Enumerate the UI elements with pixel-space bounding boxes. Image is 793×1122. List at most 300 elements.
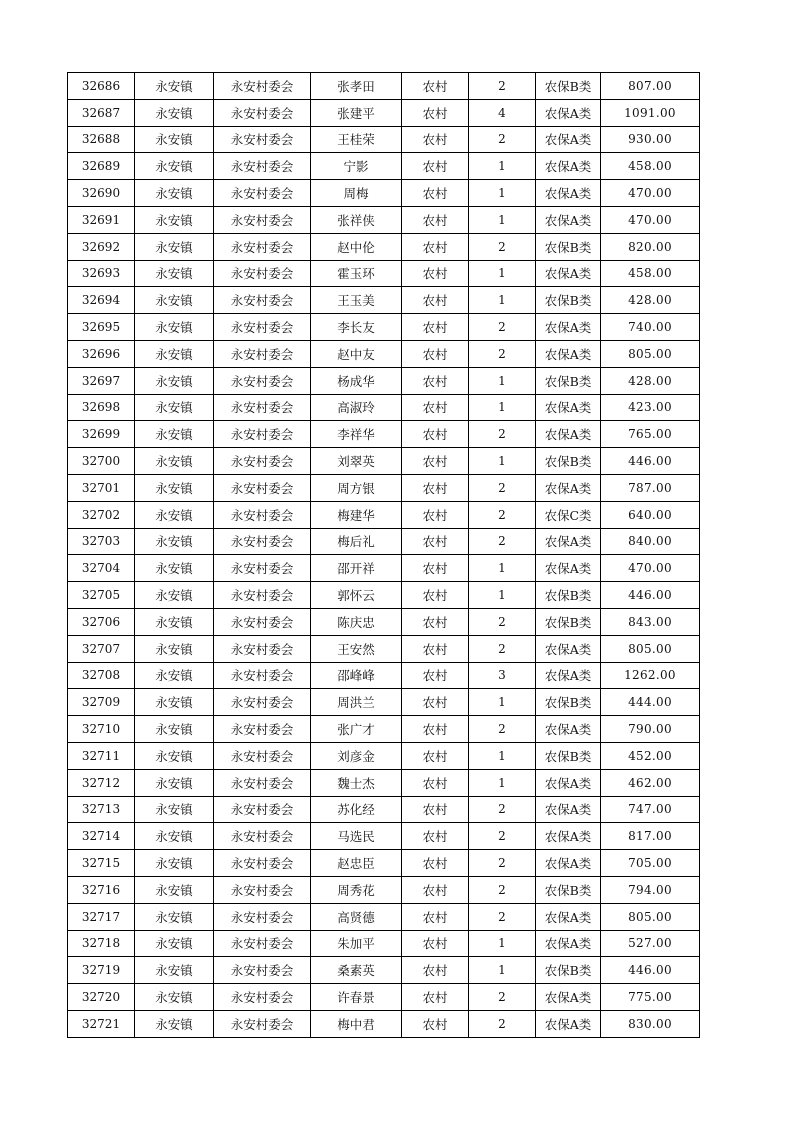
name-cell: 赵忠臣 xyxy=(311,850,402,877)
area-type-cell: 农村 xyxy=(402,153,469,180)
village-committee-cell: 永安村委会 xyxy=(214,260,311,287)
name-cell: 高贤德 xyxy=(311,903,402,930)
serial-number-cell: 32693 xyxy=(68,260,135,287)
serial-number-cell: 32697 xyxy=(68,367,135,394)
town-cell: 永安镇 xyxy=(135,582,214,609)
table-row xyxy=(68,796,700,823)
household-size-cell: 1 xyxy=(469,260,536,287)
table-row xyxy=(68,528,700,555)
serial-number-cell: 32695 xyxy=(68,314,135,341)
town-cell: 永安镇 xyxy=(135,850,214,877)
area-type-cell: 农村 xyxy=(402,260,469,287)
area-type-cell: 农村 xyxy=(402,662,469,689)
area-type-cell: 农村 xyxy=(402,582,469,609)
name-cell: 刘彦金 xyxy=(311,742,402,769)
insurance-category-cell: 农保B类 xyxy=(536,73,601,100)
area-type-cell: 农村 xyxy=(402,742,469,769)
village-committee-cell: 永安村委会 xyxy=(214,73,311,100)
name-cell: 赵中友 xyxy=(311,340,402,367)
serial-number-cell: 32702 xyxy=(68,501,135,528)
name-cell: 梅中君 xyxy=(311,1010,402,1037)
amount-cell: 458.00 xyxy=(601,260,700,287)
town-cell: 永安镇 xyxy=(135,984,214,1011)
village-committee-cell: 永安村委会 xyxy=(214,180,311,207)
serial-number-cell: 32712 xyxy=(68,769,135,796)
serial-number-cell: 32689 xyxy=(68,153,135,180)
town-cell: 永安镇 xyxy=(135,635,214,662)
name-cell: 宁影 xyxy=(311,153,402,180)
serial-number-cell: 32718 xyxy=(68,930,135,957)
insurance-category-cell: 农保B类 xyxy=(536,287,601,314)
amount-cell: 470.00 xyxy=(601,180,700,207)
village-committee-cell: 永安村委会 xyxy=(214,474,311,501)
town-cell: 永安镇 xyxy=(135,421,214,448)
village-committee-cell: 永安村委会 xyxy=(214,126,311,153)
town-cell: 永安镇 xyxy=(135,501,214,528)
village-committee-cell: 永安村委会 xyxy=(214,742,311,769)
amount-cell: 428.00 xyxy=(601,287,700,314)
area-type-cell: 农村 xyxy=(402,314,469,341)
household-size-cell: 2 xyxy=(469,73,536,100)
area-type-cell: 农村 xyxy=(402,555,469,582)
area-type-cell: 农村 xyxy=(402,957,469,984)
name-cell: 周洪兰 xyxy=(311,689,402,716)
household-size-cell: 4 xyxy=(469,99,536,126)
table-row xyxy=(68,555,700,582)
insurance-category-cell: 农保A类 xyxy=(536,662,601,689)
serial-number-cell: 32687 xyxy=(68,99,135,126)
table-row xyxy=(68,582,700,609)
amount-cell: 705.00 xyxy=(601,850,700,877)
serial-number-cell: 32691 xyxy=(68,206,135,233)
area-type-cell: 农村 xyxy=(402,903,469,930)
area-type-cell: 农村 xyxy=(402,635,469,662)
household-size-cell: 2 xyxy=(469,421,536,448)
insurance-category-cell: 农保A类 xyxy=(536,635,601,662)
insurance-category-cell: 农保A类 xyxy=(536,340,601,367)
area-type-cell: 农村 xyxy=(402,528,469,555)
table-row xyxy=(68,314,700,341)
village-committee-cell: 永安村委会 xyxy=(214,555,311,582)
serial-number-cell: 32700 xyxy=(68,448,135,475)
serial-number-cell: 32703 xyxy=(68,528,135,555)
amount-cell: 817.00 xyxy=(601,823,700,850)
household-size-cell: 1 xyxy=(469,180,536,207)
village-committee-cell: 永安村委会 xyxy=(214,903,311,930)
insurance-category-cell: 农保A类 xyxy=(536,823,601,850)
town-cell: 永安镇 xyxy=(135,957,214,984)
household-size-cell: 2 xyxy=(469,233,536,260)
household-size-cell: 2 xyxy=(469,903,536,930)
town-cell: 永安镇 xyxy=(135,662,214,689)
household-size-cell: 1 xyxy=(469,153,536,180)
serial-number-cell: 32686 xyxy=(68,73,135,100)
serial-number-cell: 32705 xyxy=(68,582,135,609)
name-cell: 魏士杰 xyxy=(311,769,402,796)
town-cell: 永安镇 xyxy=(135,367,214,394)
name-cell: 张祥侠 xyxy=(311,206,402,233)
insurance-category-cell: 农保A类 xyxy=(536,99,601,126)
household-size-cell: 1 xyxy=(469,206,536,233)
village-committee-cell: 永安村委会 xyxy=(214,635,311,662)
name-cell: 周秀花 xyxy=(311,876,402,903)
village-committee-cell: 永安村委会 xyxy=(214,984,311,1011)
area-type-cell: 农村 xyxy=(402,394,469,421)
household-size-cell: 2 xyxy=(469,716,536,743)
area-type-cell: 农村 xyxy=(402,180,469,207)
name-cell: 张建平 xyxy=(311,99,402,126)
name-cell: 王安然 xyxy=(311,635,402,662)
amount-cell: 1262.00 xyxy=(601,662,700,689)
amount-cell: 805.00 xyxy=(601,903,700,930)
insurance-category-cell: 农保B类 xyxy=(536,367,601,394)
serial-number-cell: 32720 xyxy=(68,984,135,1011)
village-committee-cell: 永安村委会 xyxy=(214,340,311,367)
town-cell: 永安镇 xyxy=(135,206,214,233)
table-row xyxy=(68,260,700,287)
insurance-category-cell: 农保A类 xyxy=(536,421,601,448)
amount-cell: 423.00 xyxy=(601,394,700,421)
table-row xyxy=(68,421,700,448)
town-cell: 永安镇 xyxy=(135,126,214,153)
insurance-category-cell: 农保A类 xyxy=(536,850,601,877)
serial-number-cell: 32696 xyxy=(68,340,135,367)
table-row xyxy=(68,126,700,153)
name-cell: 邵峰峰 xyxy=(311,662,402,689)
insurance-category-cell: 农保A类 xyxy=(536,903,601,930)
village-committee-cell: 永安村委会 xyxy=(214,689,311,716)
household-size-cell: 2 xyxy=(469,796,536,823)
name-cell: 张广才 xyxy=(311,716,402,743)
serial-number-cell: 32706 xyxy=(68,608,135,635)
household-size-cell: 2 xyxy=(469,126,536,153)
area-type-cell: 农村 xyxy=(402,367,469,394)
name-cell: 朱加平 xyxy=(311,930,402,957)
household-size-cell: 1 xyxy=(469,555,536,582)
amount-cell: 765.00 xyxy=(601,421,700,448)
serial-number-cell: 32715 xyxy=(68,850,135,877)
name-cell: 王桂荣 xyxy=(311,126,402,153)
household-size-cell: 2 xyxy=(469,850,536,877)
area-type-cell: 农村 xyxy=(402,73,469,100)
name-cell: 梅后礼 xyxy=(311,528,402,555)
name-cell: 赵中伦 xyxy=(311,233,402,260)
area-type-cell: 农村 xyxy=(402,340,469,367)
area-type-cell: 农村 xyxy=(402,608,469,635)
table-row xyxy=(68,340,700,367)
serial-number-cell: 32704 xyxy=(68,555,135,582)
household-size-cell: 1 xyxy=(469,394,536,421)
insurance-category-cell: 农保A类 xyxy=(536,555,601,582)
village-committee-cell: 永安村委会 xyxy=(214,99,311,126)
insurance-category-cell: 农保A类 xyxy=(536,528,601,555)
household-size-cell: 1 xyxy=(469,287,536,314)
amount-cell: 428.00 xyxy=(601,367,700,394)
insurance-category-cell: 农保B类 xyxy=(536,689,601,716)
amount-cell: 446.00 xyxy=(601,448,700,475)
insurance-category-cell: 农保A类 xyxy=(536,1010,601,1037)
name-cell: 王玉美 xyxy=(311,287,402,314)
amount-cell: 820.00 xyxy=(601,233,700,260)
amount-cell: 840.00 xyxy=(601,528,700,555)
serial-number-cell: 32692 xyxy=(68,233,135,260)
amount-cell: 470.00 xyxy=(601,206,700,233)
household-size-cell: 2 xyxy=(469,528,536,555)
amount-cell: 527.00 xyxy=(601,930,700,957)
town-cell: 永安镇 xyxy=(135,796,214,823)
serial-number-cell: 32711 xyxy=(68,742,135,769)
area-type-cell: 农村 xyxy=(402,99,469,126)
table-row xyxy=(68,930,700,957)
town-cell: 永安镇 xyxy=(135,474,214,501)
serial-number-cell: 32688 xyxy=(68,126,135,153)
insurance-category-cell: 农保C类 xyxy=(536,501,601,528)
insurance-category-cell: 农保A类 xyxy=(536,260,601,287)
serial-number-cell: 32713 xyxy=(68,796,135,823)
table-row xyxy=(68,742,700,769)
area-type-cell: 农村 xyxy=(402,126,469,153)
town-cell: 永安镇 xyxy=(135,314,214,341)
household-size-cell: 1 xyxy=(469,957,536,984)
roster-body xyxy=(68,73,700,1038)
amount-cell: 790.00 xyxy=(601,716,700,743)
amount-cell: 640.00 xyxy=(601,501,700,528)
area-type-cell: 农村 xyxy=(402,823,469,850)
household-size-cell: 2 xyxy=(469,984,536,1011)
village-committee-cell: 永安村委会 xyxy=(214,233,311,260)
household-size-cell: 2 xyxy=(469,340,536,367)
amount-cell: 747.00 xyxy=(601,796,700,823)
household-size-cell: 1 xyxy=(469,930,536,957)
village-committee-cell: 永安村委会 xyxy=(214,206,311,233)
area-type-cell: 农村 xyxy=(402,689,469,716)
serial-number-cell: 32719 xyxy=(68,957,135,984)
household-size-cell: 2 xyxy=(469,1010,536,1037)
insurance-category-cell: 农保B类 xyxy=(536,233,601,260)
amount-cell: 1091.00 xyxy=(601,99,700,126)
household-size-cell: 2 xyxy=(469,876,536,903)
table-row xyxy=(68,635,700,662)
serial-number-cell: 32709 xyxy=(68,689,135,716)
town-cell: 永安镇 xyxy=(135,233,214,260)
insurance-category-cell: 农保A类 xyxy=(536,126,601,153)
serial-number-cell: 32717 xyxy=(68,903,135,930)
area-type-cell: 农村 xyxy=(402,796,469,823)
household-size-cell: 1 xyxy=(469,769,536,796)
village-committee-cell: 永安村委会 xyxy=(214,930,311,957)
household-size-cell: 2 xyxy=(469,314,536,341)
table-row xyxy=(68,876,700,903)
table-row xyxy=(68,850,700,877)
name-cell: 陈庆忠 xyxy=(311,608,402,635)
amount-cell: 740.00 xyxy=(601,314,700,341)
area-type-cell: 农村 xyxy=(402,930,469,957)
table-row xyxy=(68,823,700,850)
household-size-cell: 1 xyxy=(469,448,536,475)
amount-cell: 444.00 xyxy=(601,689,700,716)
village-committee-cell: 永安村委会 xyxy=(214,421,311,448)
household-size-cell: 3 xyxy=(469,662,536,689)
household-size-cell: 2 xyxy=(469,474,536,501)
town-cell: 永安镇 xyxy=(135,769,214,796)
name-cell: 李祥华 xyxy=(311,421,402,448)
town-cell: 永安镇 xyxy=(135,153,214,180)
table-row xyxy=(68,984,700,1011)
roster-table xyxy=(67,72,700,1038)
name-cell: 周梅 xyxy=(311,180,402,207)
name-cell: 刘翠英 xyxy=(311,448,402,475)
household-size-cell: 1 xyxy=(469,742,536,769)
area-type-cell: 农村 xyxy=(402,984,469,1011)
village-committee-cell: 永安村委会 xyxy=(214,608,311,635)
table-row xyxy=(68,394,700,421)
village-committee-cell: 永安村委会 xyxy=(214,501,311,528)
insurance-category-cell: 农保B类 xyxy=(536,448,601,475)
serial-number-cell: 32701 xyxy=(68,474,135,501)
area-type-cell: 农村 xyxy=(402,1010,469,1037)
town-cell: 永安镇 xyxy=(135,608,214,635)
household-size-cell: 2 xyxy=(469,608,536,635)
insurance-category-cell: 农保A类 xyxy=(536,769,601,796)
household-size-cell: 2 xyxy=(469,501,536,528)
insurance-category-cell: 农保A类 xyxy=(536,796,601,823)
area-type-cell: 农村 xyxy=(402,850,469,877)
table-row xyxy=(68,153,700,180)
insurance-category-cell: 农保A类 xyxy=(536,716,601,743)
household-size-cell: 1 xyxy=(469,689,536,716)
insurance-category-cell: 农保A类 xyxy=(536,474,601,501)
amount-cell: 775.00 xyxy=(601,984,700,1011)
village-committee-cell: 永安村委会 xyxy=(214,850,311,877)
area-type-cell: 农村 xyxy=(402,206,469,233)
town-cell: 永安镇 xyxy=(135,528,214,555)
insurance-category-cell: 农保A类 xyxy=(536,180,601,207)
village-committee-cell: 永安村委会 xyxy=(214,1010,311,1037)
village-committee-cell: 永安村委会 xyxy=(214,448,311,475)
town-cell: 永安镇 xyxy=(135,716,214,743)
amount-cell: 930.00 xyxy=(601,126,700,153)
town-cell: 永安镇 xyxy=(135,340,214,367)
table-row xyxy=(68,448,700,475)
insurance-category-cell: 农保A类 xyxy=(536,984,601,1011)
area-type-cell: 农村 xyxy=(402,233,469,260)
table-row xyxy=(68,501,700,528)
table-row xyxy=(68,206,700,233)
town-cell: 永安镇 xyxy=(135,876,214,903)
serial-number-cell: 32694 xyxy=(68,287,135,314)
town-cell: 永安镇 xyxy=(135,689,214,716)
village-committee-cell: 永安村委会 xyxy=(214,796,311,823)
table-row xyxy=(68,233,700,260)
name-cell: 苏化经 xyxy=(311,796,402,823)
amount-cell: 446.00 xyxy=(601,582,700,609)
amount-cell: 805.00 xyxy=(601,635,700,662)
area-type-cell: 农村 xyxy=(402,769,469,796)
amount-cell: 830.00 xyxy=(601,1010,700,1037)
town-cell: 永安镇 xyxy=(135,73,214,100)
table-row xyxy=(68,180,700,207)
table-row xyxy=(68,957,700,984)
town-cell: 永安镇 xyxy=(135,555,214,582)
name-cell: 周方银 xyxy=(311,474,402,501)
table-row xyxy=(68,903,700,930)
amount-cell: 462.00 xyxy=(601,769,700,796)
village-committee-cell: 永安村委会 xyxy=(214,823,311,850)
amount-cell: 794.00 xyxy=(601,876,700,903)
village-committee-cell: 永安村委会 xyxy=(214,367,311,394)
insurance-category-cell: 农保B类 xyxy=(536,582,601,609)
table-row xyxy=(68,662,700,689)
household-size-cell: 2 xyxy=(469,635,536,662)
name-cell: 邵开祥 xyxy=(311,555,402,582)
name-cell: 梅建华 xyxy=(311,501,402,528)
insurance-category-cell: 农保A类 xyxy=(536,314,601,341)
serial-number-cell: 32716 xyxy=(68,876,135,903)
name-cell: 桑素英 xyxy=(311,957,402,984)
village-committee-cell: 永安村委会 xyxy=(214,876,311,903)
table-row xyxy=(68,689,700,716)
serial-number-cell: 32707 xyxy=(68,635,135,662)
name-cell: 高淑玲 xyxy=(311,394,402,421)
name-cell: 李长友 xyxy=(311,314,402,341)
insurance-category-cell: 农保A类 xyxy=(536,153,601,180)
area-type-cell: 农村 xyxy=(402,876,469,903)
town-cell: 永安镇 xyxy=(135,448,214,475)
name-cell: 杨成华 xyxy=(311,367,402,394)
amount-cell: 787.00 xyxy=(601,474,700,501)
village-committee-cell: 永安村委会 xyxy=(214,528,311,555)
town-cell: 永安镇 xyxy=(135,260,214,287)
insurance-category-cell: 农保B类 xyxy=(536,957,601,984)
name-cell: 郭怀云 xyxy=(311,582,402,609)
serial-number-cell: 32714 xyxy=(68,823,135,850)
insurance-category-cell: 农保B类 xyxy=(536,742,601,769)
table-row xyxy=(68,367,700,394)
area-type-cell: 农村 xyxy=(402,287,469,314)
town-cell: 永安镇 xyxy=(135,823,214,850)
town-cell: 永安镇 xyxy=(135,930,214,957)
area-type-cell: 农村 xyxy=(402,501,469,528)
table-row xyxy=(68,474,700,501)
amount-cell: 843.00 xyxy=(601,608,700,635)
insurance-category-cell: 农保A类 xyxy=(536,206,601,233)
village-committee-cell: 永安村委会 xyxy=(214,582,311,609)
area-type-cell: 农村 xyxy=(402,474,469,501)
serial-number-cell: 32699 xyxy=(68,421,135,448)
insurance-category-cell: 农保B类 xyxy=(536,608,601,635)
table-row xyxy=(68,287,700,314)
name-cell: 霍玉环 xyxy=(311,260,402,287)
serial-number-cell: 32690 xyxy=(68,180,135,207)
household-size-cell: 2 xyxy=(469,823,536,850)
insurance-category-cell: 农保A类 xyxy=(536,394,601,421)
household-size-cell: 1 xyxy=(469,367,536,394)
serial-number-cell: 32721 xyxy=(68,1010,135,1037)
town-cell: 永安镇 xyxy=(135,180,214,207)
amount-cell: 458.00 xyxy=(601,153,700,180)
village-committee-cell: 永安村委会 xyxy=(214,153,311,180)
name-cell: 张孝田 xyxy=(311,73,402,100)
name-cell: 许春景 xyxy=(311,984,402,1011)
village-committee-cell: 永安村委会 xyxy=(214,314,311,341)
town-cell: 永安镇 xyxy=(135,903,214,930)
area-type-cell: 农村 xyxy=(402,448,469,475)
insurance-category-cell: 农保A类 xyxy=(536,930,601,957)
table-row xyxy=(68,73,700,100)
table-row xyxy=(68,769,700,796)
town-cell: 永安镇 xyxy=(135,99,214,126)
amount-cell: 452.00 xyxy=(601,742,700,769)
